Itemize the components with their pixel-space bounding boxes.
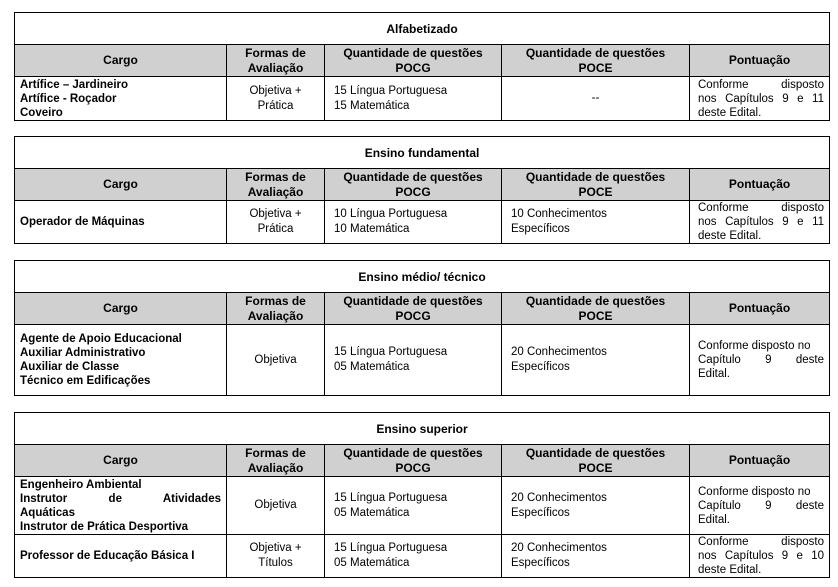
- section-ensino-medio-tecnico: [14, 260, 830, 396]
- formas-cell: Objetiva + Títulos: [227, 535, 325, 578]
- col-pontuacao: Pontuação: [690, 169, 830, 201]
- pontuacao-cell: Conforme disposto nos Capítulos 9 e 11 deste Edital.: [690, 77, 830, 121]
- col-pocg: Quantidade de questões POCG: [325, 293, 502, 325]
- table-row: [15, 535, 830, 578]
- header-row: [15, 445, 830, 477]
- col-pontuacao: Pontuação: [690, 445, 830, 477]
- col-cargo: Cargo: [15, 293, 227, 325]
- formas-cell: Objetiva: [227, 325, 325, 396]
- section-ensino-fundamental: [14, 136, 830, 244]
- col-pocg: Quantidade de questões POCG: [325, 169, 502, 201]
- cargo-cell: Agente de Apoio Educacional Auxiliar Administrativo Auxiliar de Classe Técnico em Edificações: [15, 325, 227, 396]
- col-formas: Formas de Avaliação: [227, 293, 325, 325]
- pocg-cell: 15 Língua Portuguesa 05 Matemática: [325, 535, 502, 578]
- col-cargo: Cargo: [15, 169, 227, 201]
- poce-cell: --: [502, 77, 690, 121]
- section-title: Ensino fundamental: [15, 137, 830, 169]
- col-formas: Formas de Avaliação: [227, 445, 325, 477]
- table-row: [15, 77, 830, 121]
- table-row: [15, 201, 830, 244]
- poce-cell: 20 Conhecimentos Específicos: [502, 477, 690, 535]
- section-alfabetizado: [14, 12, 830, 121]
- poce-cell: 20 Conhecimentos Específicos: [502, 535, 690, 578]
- cargo-cell: Artífice – Jardineiro Artífice - Roçador Coveiro: [15, 77, 227, 121]
- pontuacao-cell: Conforme disposto no Capítulo 9 deste Edital.: [690, 477, 830, 535]
- section-title: Ensino médio/ técnico: [15, 261, 830, 293]
- section-title: Alfabetizado: [15, 13, 830, 45]
- col-cargo: Cargo: [15, 45, 227, 77]
- formas-cell: Objetiva: [227, 477, 325, 535]
- formas-cell: Objetiva + Prática: [227, 77, 325, 121]
- header-row: [15, 45, 830, 77]
- section-title: Ensino superior: [15, 413, 830, 445]
- col-formas: Formas de Avaliação: [227, 169, 325, 201]
- pontuacao-cell: Conforme disposto nos Capítulos 9 e 11 deste Edital.: [690, 201, 830, 244]
- table-row: [15, 325, 830, 396]
- col-poce: Quantidade de questões POCE: [502, 45, 690, 77]
- header-row: [15, 169, 830, 201]
- formas-cell: Objetiva + Prática: [227, 201, 325, 244]
- col-poce: Quantidade de questões POCE: [502, 293, 690, 325]
- col-pontuacao: Pontuação: [690, 45, 830, 77]
- poce-cell: 10 Conhecimentos Específicos: [502, 201, 690, 244]
- pocg-cell: 15 Língua Portuguesa 05 Matemática: [325, 325, 502, 396]
- col-cargo: Cargo: [15, 445, 227, 477]
- poce-cell: 20 Conhecimentos Específicos: [502, 325, 690, 396]
- pocg-cell: 15 Língua Portuguesa 05 Matemática: [325, 477, 502, 535]
- col-poce: Quantidade de questões POCE: [502, 445, 690, 477]
- pontuacao-cell: Conforme disposto nos Capítulos 9 e 10 deste Edital.: [690, 535, 830, 578]
- pontuacao-cell: Conforme disposto no Capítulo 9 deste Edital.: [690, 325, 830, 396]
- col-pocg: Quantidade de questões POCG: [325, 445, 502, 477]
- section-ensino-superior: [14, 412, 830, 578]
- table-row: [15, 477, 830, 535]
- col-pocg: Quantidade de questões POCG: [325, 45, 502, 77]
- col-poce: Quantidade de questões POCE: [502, 169, 690, 201]
- pocg-cell: 15 Língua Portuguesa 15 Matemática: [325, 77, 502, 121]
- col-pontuacao: Pontuação: [690, 293, 830, 325]
- cargo-cell: Professor de Educação Básica I: [15, 535, 227, 578]
- cargo-cell: Engenheiro Ambiental Instrutor de Atividades Aquáticas Instrutor de Prática Desportiva: [15, 477, 227, 535]
- header-row: [15, 293, 830, 325]
- col-formas: Formas de Avaliação: [227, 45, 325, 77]
- cargo-cell: Operador de Máquinas: [15, 201, 227, 244]
- pocg-cell: 10 Língua Portuguesa 10 Matemática: [325, 201, 502, 244]
